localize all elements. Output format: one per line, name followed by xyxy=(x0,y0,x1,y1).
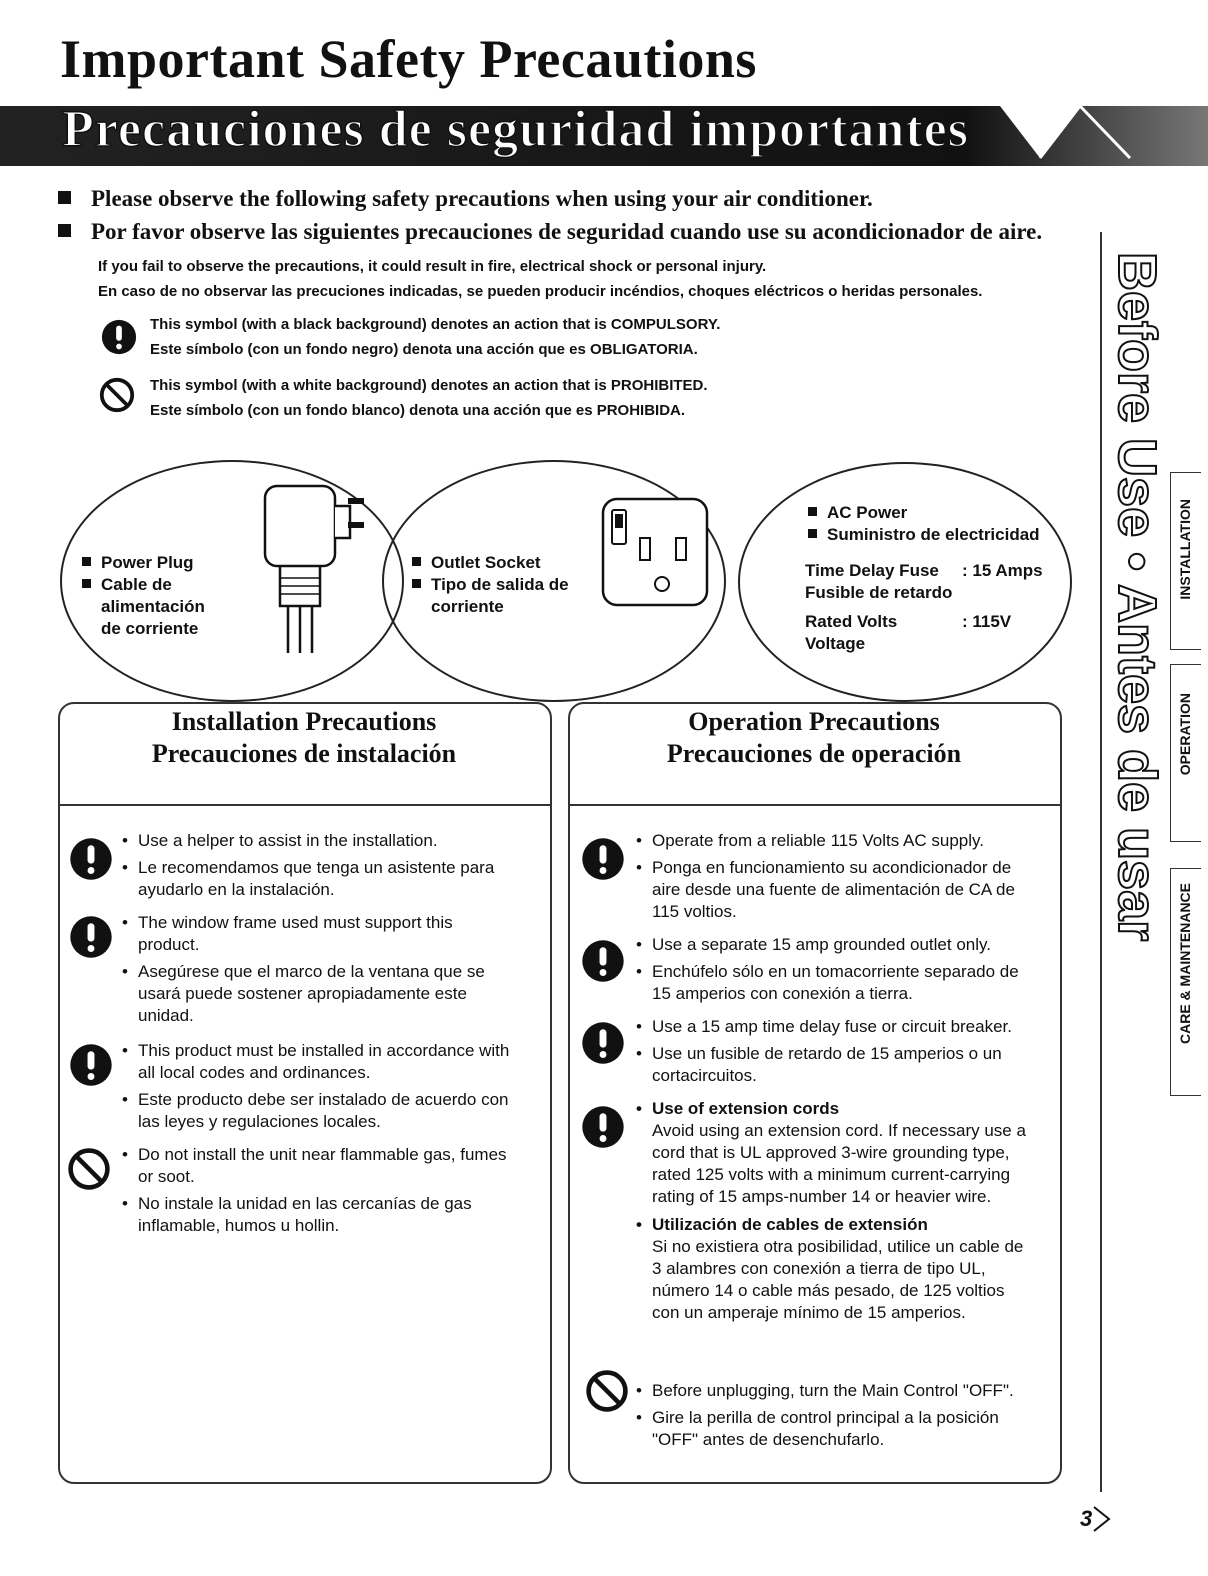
power-plug-label: Power Plug Cable de alimentación de corriente xyxy=(82,552,205,640)
ac-power-heading: AC Power Suministro de electricidad xyxy=(808,502,1040,546)
operation-item: • Operate from a reliable 115 Volts AC supply. • Ponga en funcionamiento su acondicionador de aire desde una fuente de alimentación de CA de 115 voltios. xyxy=(636,830,1042,923)
sidebar-rule xyxy=(1100,232,1102,1492)
compulsory-icon xyxy=(580,1020,626,1066)
installation-heading: Installation Precautions Precauciones de instalación xyxy=(151,707,457,768)
installation-item: • Do not install the unit near flammable gas, fumes or soot. • No instale la unidad en las cercanías de gas inflamable, humos u hollin. xyxy=(122,1144,522,1237)
intro-lead-es: Por favor observe las siguientes precauciones de seguridad cuando use su acondicionador de aire. xyxy=(58,219,1042,245)
prohibited-icon xyxy=(98,376,136,414)
page-title: Important Safety Precautions xyxy=(60,29,757,89)
compulsory-icon xyxy=(68,914,114,960)
prohibited-en: This symbol (with a white background) denotes an action that is PROHIBITED. xyxy=(150,377,708,394)
operation-panel xyxy=(568,702,1062,1484)
operation-item: • Before unplugging, turn the Main Control "OFF". • Gire la perilla de control principal a la posición "OFF" antes de desenchufarlo. xyxy=(636,1380,1042,1451)
compulsory-icon xyxy=(68,836,114,882)
page-subtitle: Precauciones de seguridad importantes xyxy=(62,101,969,158)
warning-en: If you fail to observe the precautions, it could result in fire, electrical shock or personal injury. xyxy=(98,258,767,275)
compulsory-icon xyxy=(580,1104,626,1150)
tab-operation[interactable]: OPERATION xyxy=(1170,664,1201,842)
compulsory-en: This symbol (with a black background) denotes an action that is COMPULSORY. xyxy=(150,316,721,333)
prohibited-icon xyxy=(584,1368,630,1414)
outlet-socket-label: Outlet Socket Tipo de salida de corriente xyxy=(412,552,569,618)
prohibited-icon xyxy=(66,1146,112,1192)
section-title: Before Use • Antes de usar xyxy=(1107,252,1167,942)
compulsory-icon xyxy=(68,1042,114,1088)
operation-divider xyxy=(568,804,1060,806)
operation-heading: Operation Precautions Precauciones de operación xyxy=(666,707,962,768)
power-plug-illustration xyxy=(255,478,375,658)
tab-installation[interactable]: INSTALLATION xyxy=(1170,472,1201,650)
installation-divider xyxy=(58,804,550,806)
fuse-label: Time Delay Fuse Fusible de retardo xyxy=(805,561,953,602)
warning-es: En caso de no observar las precuciones indicadas, se pueden producir incéndios, choques eléctricos o heridas personales. xyxy=(98,283,983,300)
compulsory-icon xyxy=(100,318,138,356)
compulsory-icon xyxy=(580,938,626,984)
installation-item: • The window frame used must support this product. • Asegúrese que el marco de la ventana que se usará puede sostener apropiadamente este unidad. xyxy=(122,912,522,1027)
operation-item: • Use a separate 15 amp grounded outlet only. • Enchúfelo sólo en un tomacorriente separado de 15 amperios con conexión a tierra. xyxy=(636,934,1042,1005)
operation-item-extension-cords: • Use of extension cords Avoid using an extension cord. If necessary use a cord that is UL approved 3-wire grounding type, rated 125 volts with a minimum current-carrying rating of 15 amps-number 14 or heavier wire. • Utilización de cables de extensión Si no existiera otra posibilidad, utilice un cable de 3 alambres con conexión a tierra de tipo UL, número 14 o cable más pesado, de 125 voltios con un amperaje mínimo de 15 amperios. xyxy=(636,1098,1036,1324)
volts-value: : 115V xyxy=(962,612,1012,631)
installation-item: • Use a helper to assist in the installation. • Le recomendamos que tenga un asistente para ayudarlo en la instalación. xyxy=(122,830,532,901)
outlet-socket-illustration xyxy=(600,496,710,608)
installation-item: • This product must be installed in accordance with all local codes and ordinances. • Este producto debe ser instalado de acuerdo con las leyes y regulaciones locales. xyxy=(122,1040,522,1133)
page-number: 3 xyxy=(1076,1504,1112,1534)
fuse-value: : 15 Amps xyxy=(962,561,1043,580)
operation-item: • Use a 15 amp time delay fuse or circuit breaker. • Use un fusible de retardo de 15 amperios o un cortacircuitos. xyxy=(636,1016,1042,1087)
compulsory-es: Este símbolo (con un fondo negro) denota una acción que es OBLIGATORIA. xyxy=(150,341,698,358)
prohibited-es: Este símbolo (con un fondo blanco) denota una acción que es PROHIBIDA. xyxy=(150,402,686,419)
compulsory-icon xyxy=(580,836,626,882)
tab-care-maintenance[interactable]: CARE & MAINTENANCE xyxy=(1170,868,1201,1096)
intro-lead-en: Please observe the following safety precautions when using your air conditioner. xyxy=(58,186,873,212)
volts-label: Rated Volts Voltage xyxy=(805,612,898,653)
